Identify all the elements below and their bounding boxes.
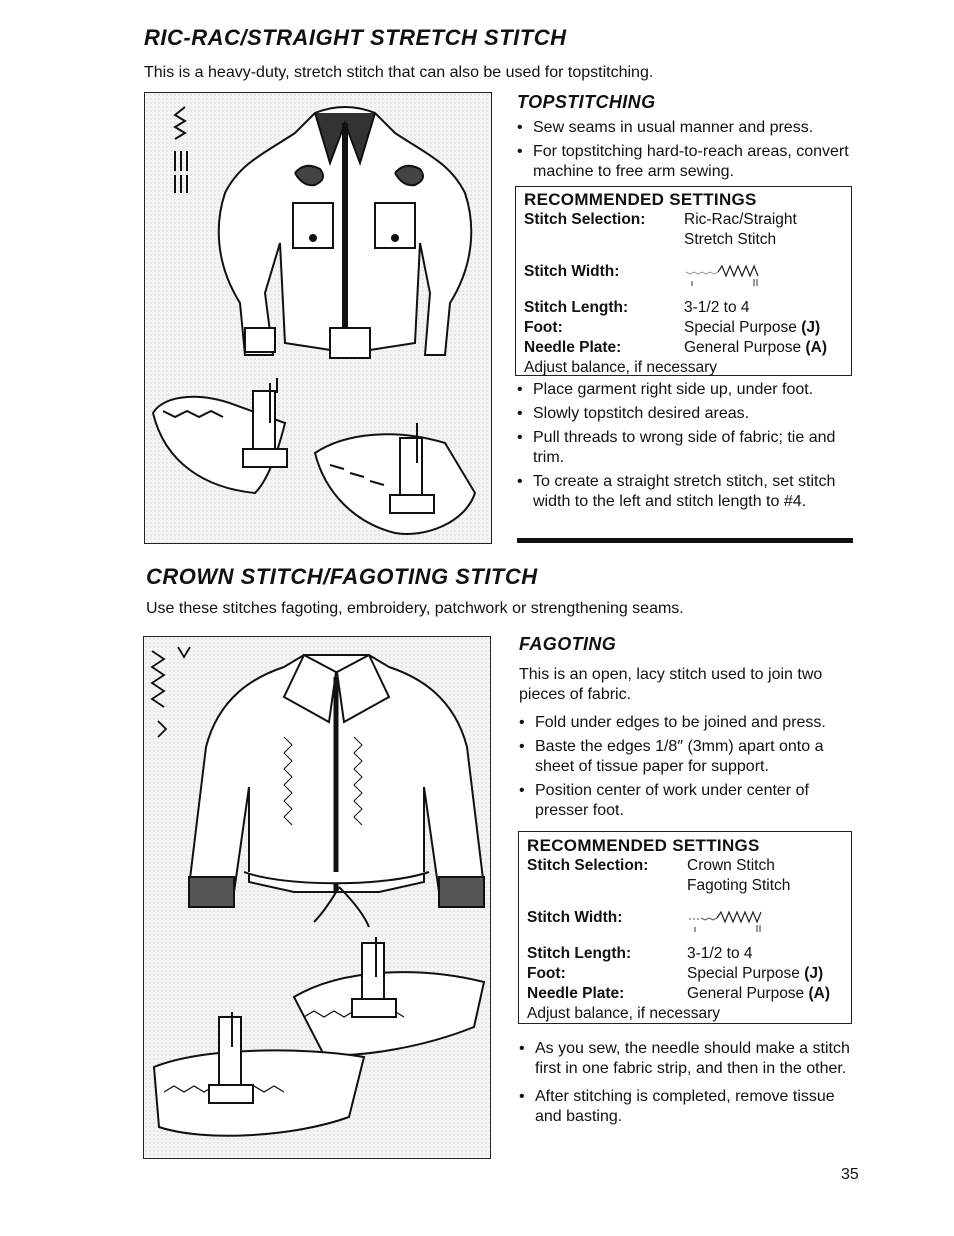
stitch-selection-value: Ric-Rac/Straight — [684, 211, 797, 228]
list-item: • Pull threads to wrong side of fabric; tie and trim. — [517, 428, 855, 468]
section1-bullets-before — [517, 118, 855, 182]
needle-plate-code: (A) — [805, 339, 828, 356]
needle-plate-label: Needle Plate: — [524, 339, 622, 356]
fagoting-paragraph: This is an open, lacy stitch used to join two pieces of fabric. — [519, 666, 823, 703]
stitch-length-value: 3-1/2 to 4 — [684, 299, 750, 316]
foot-value: Special Purpose — [687, 965, 800, 982]
needle-plate-code: (A) — [808, 985, 831, 1002]
stitch-selection-value-2: Stretch Stitch — [684, 231, 777, 248]
section1-title: RIC-RAC/STRAIGHT STRETCH STITCH — [144, 25, 567, 50]
section2-bullets-before — [519, 713, 855, 821]
jacket-illustration — [143, 636, 491, 1159]
section2-bullets-after — [519, 1039, 855, 1127]
foot-code: (J) — [801, 319, 821, 336]
stitch-length-label: Stitch Length: — [527, 945, 632, 962]
fagoting-presser-foot-drawing — [154, 937, 484, 1136]
stitch-width-label: Stitch Width: — [524, 263, 620, 280]
list-item: • Slowly topstitch desired areas. — [517, 404, 855, 424]
settings-note: Adjust balance, if necessary — [524, 359, 717, 376]
settings-note: Adjust balance, if necessary — [527, 1005, 720, 1022]
needle-plate-value: General Purpose — [684, 339, 802, 356]
section1-intro: This is a heavy-duty, stretch stitch that can also be used for topstitching. — [144, 64, 654, 81]
stitch-width-indicator — [684, 262, 843, 294]
shirt-illustration — [144, 92, 492, 544]
settings-title: RECOMMENDED SETTINGS — [527, 836, 760, 855]
crown-stitch-symbol — [152, 647, 190, 737]
list-item: • Place garment right side up, under foot. — [517, 380, 855, 400]
needle-plate-label: Needle Plate: — [527, 985, 625, 1002]
recommended-settings-box-2 — [518, 831, 852, 1024]
list-item: • After stitching is completed, remove tissue and basting. — [519, 1087, 855, 1127]
list-item: • Baste the edges 1/8″ (3mm) apart onto a sheet of tissue paper for support. — [519, 737, 855, 777]
stitch-selection-label: Stitch Selection: — [524, 211, 646, 228]
section2-title: CROWN STITCH/FAGOTING STITCH — [146, 564, 538, 589]
foot-label: Foot: — [524, 319, 563, 336]
needle-plate-value: General Purpose — [687, 985, 805, 1002]
list-item: • Position center of work under center of presser foot. — [519, 781, 855, 821]
page-number: 35 — [841, 1166, 859, 1183]
stitch-width-label: Stitch Width: — [527, 909, 623, 926]
stitch-selection-value-2: Fagoting Stitch — [687, 877, 791, 894]
stitch-width-scale-icon — [687, 908, 767, 934]
stitch-length-value: 3-1/2 to 4 — [687, 945, 753, 962]
list-item: • As you sew, the needle should make a stitch first in one fabric strip, and then in the other. — [519, 1039, 855, 1079]
fagoting-heading: FAGOTING — [519, 634, 617, 654]
shirt-and-sewing-drawing — [145, 93, 491, 543]
list-item: • To create a straight stretch stitch, set stitch width to the left and stitch length to #4. — [517, 472, 855, 512]
recommended-settings-box — [515, 186, 852, 376]
stitch-width-indicator — [687, 908, 843, 940]
list-item: • For topstitching hard-to-reach areas, convert machine to free arm sewing. — [517, 142, 855, 182]
foot-value: Special Purpose — [684, 319, 797, 336]
ric-rac-stitch-symbol — [175, 107, 187, 193]
list-item: • Fold under edges to be joined and press. — [519, 713, 855, 733]
topstitching-heading: TOPSTITCHING — [517, 92, 656, 112]
section1-bullets-after — [517, 380, 855, 512]
stitch-selection-value: Crown Stitch — [687, 857, 775, 874]
foot-label: Foot: — [527, 965, 566, 982]
stitch-width-scale-icon — [684, 262, 764, 288]
settings-title: RECOMMENDED SETTINGS — [524, 190, 757, 209]
list-item: • Sew seams in usual manner and press. — [517, 118, 855, 138]
stitch-selection-label: Stitch Selection: — [527, 857, 649, 874]
western-shirt — [219, 107, 471, 358]
jacket-and-fagoting-drawing — [144, 637, 490, 1158]
foot-code: (J) — [804, 965, 824, 982]
presser-foot-drawing — [153, 378, 475, 534]
section-divider — [517, 538, 853, 543]
jacket — [189, 655, 484, 927]
stitch-length-label: Stitch Length: — [524, 299, 629, 316]
section2-intro: Use these stitches fagoting, embroidery, patchwork or strengthening seams. — [146, 600, 684, 617]
